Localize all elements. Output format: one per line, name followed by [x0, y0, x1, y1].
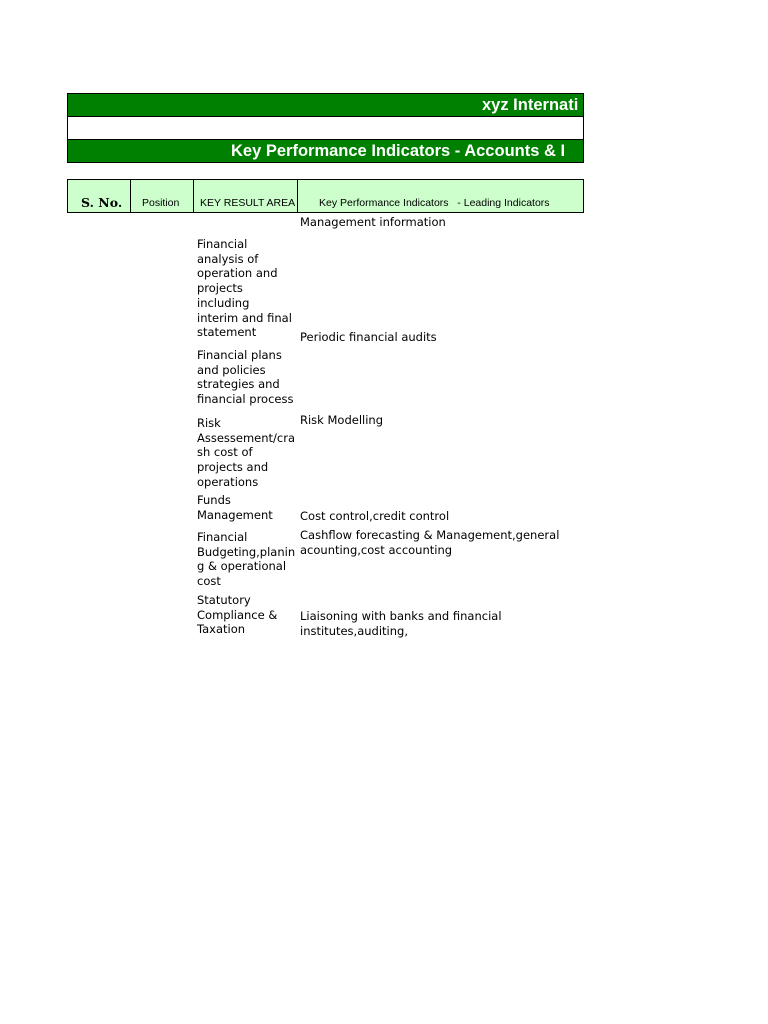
sheet-title: xyz Internati [482, 96, 579, 114]
key-result-area-cell: Financial analysis of operation and projects including interim and final statement [197, 237, 292, 340]
header-kpi: Key Performance Indicators - Leading Indicators [319, 197, 550, 209]
header-cell-kpi [298, 180, 583, 212]
key-result-area-cell: Financial Budgeting,planin g & operational cost [197, 530, 296, 589]
header-s-no: S. No. [81, 195, 123, 210]
indicator-cell: Risk Modelling [300, 413, 383, 427]
subtitle-band [67, 139, 584, 163]
key-result-area-cell: Financial plans and policies strategies and financial process [197, 348, 294, 407]
indicator-cell: Cost control,credit control [300, 509, 450, 523]
table-header-row [67, 179, 584, 213]
key-result-area-cell: Risk Assessement/cra sh cost of projects and operations [197, 416, 296, 489]
blank-band [67, 116, 584, 140]
key-result-area-cell: Statutory Compliance & Taxation [197, 593, 278, 637]
key-result-area-cell: Funds Management [197, 493, 273, 522]
header-position: Position [142, 197, 180, 209]
header-cell-s-no [68, 180, 131, 212]
title-band [67, 93, 584, 117]
header-cell-position [131, 180, 194, 212]
indicator-cell: Cashflow forecasting & Management,general acounting,cost accounting [300, 528, 560, 557]
header-key-result-area: KEY RESULT AREA [200, 197, 296, 209]
sheet-subtitle: Key Performance Indicators - Accounts & I [231, 142, 566, 160]
indicator-cell: Periodic financial audits [300, 330, 437, 344]
header-cell-key-result-area [194, 180, 298, 212]
indicator-cell: Liaisoning with banks and financial institutes,auditing, [300, 609, 502, 638]
indicator-cell: Management information [300, 215, 446, 229]
